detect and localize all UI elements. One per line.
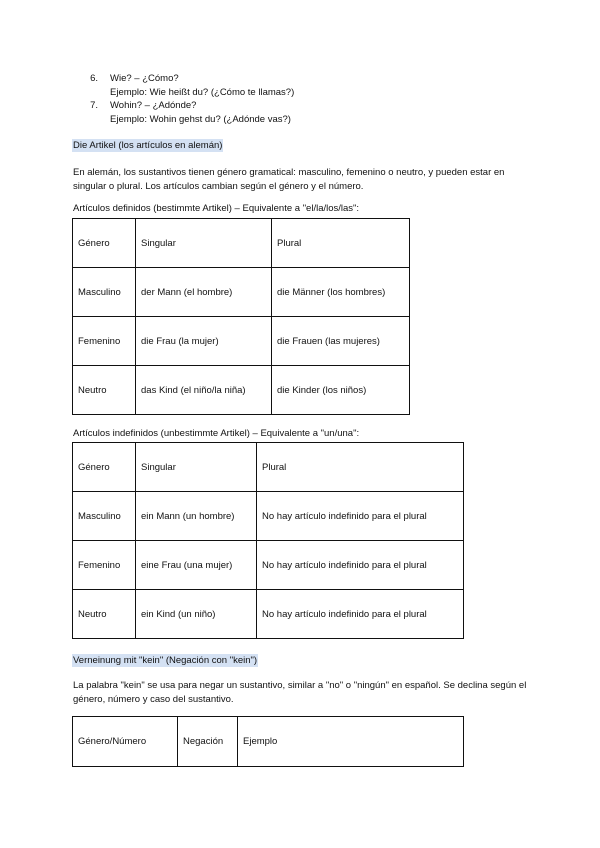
list-example: Ejemplo: Wohin gehst du? (¿Adónde vas?): [110, 114, 291, 125]
list-number: 7.: [90, 100, 98, 111]
table-cell: Neutro: [73, 366, 136, 415]
list-term: Wie? – ¿Cómo?: [110, 73, 179, 84]
table-header-cell: Género: [73, 443, 136, 492]
table-cell: Femenino: [73, 317, 136, 366]
table-row: [73, 541, 464, 590]
table-cell: die Frau (la mujer): [136, 317, 272, 366]
table-header-row: [73, 219, 410, 268]
section-heading-negation: Verneinung mit "kein" (Negación con "kein"): [73, 655, 258, 666]
table-row: [73, 492, 464, 541]
table-row: [73, 590, 464, 639]
table-row: [73, 317, 410, 366]
table-cell: das Kind (el niño/la niña): [136, 366, 272, 415]
table-header-cell: Ejemplo: [238, 717, 464, 767]
table-cell: Masculino: [73, 492, 136, 541]
list-number: 6.: [90, 73, 98, 84]
table-cell: eine Frau (una mujer): [136, 541, 257, 590]
table-cell: Neutro: [73, 590, 136, 639]
table-cell: ein Kind (un niño): [136, 590, 257, 639]
table-header-cell: Negación: [178, 717, 238, 767]
table-cell: der Mann (el hombre): [136, 268, 272, 317]
table-header-cell: Singular: [136, 219, 272, 268]
table-header-row: [73, 717, 464, 767]
negation-table: [72, 716, 464, 767]
definite-articles-caption: Artículos definidos (bestimmte Artikel) – Equivalente a "el/la/los/las":: [73, 203, 360, 214]
table-header-cell: Plural: [257, 443, 464, 492]
list-example: Ejemplo: Wie heißt du? (¿Cómo te llamas?): [110, 87, 295, 98]
table-cell: No hay artículo indefinido para el plural: [257, 541, 464, 590]
table-header-row: [73, 443, 464, 492]
list-term: Wohin? – ¿Adónde?: [110, 100, 197, 111]
table-row: [73, 366, 410, 415]
table-cell: No hay artículo indefinido para el plural: [257, 590, 464, 639]
table-cell: die Männer (los hombres): [272, 268, 410, 317]
table-cell: ein Mann (un hombre): [136, 492, 257, 541]
indefinite-articles-caption: Artículos indefinidos (unbestimmte Artikel) – Equivalente a "un/una":: [73, 428, 360, 439]
table-cell: No hay artículo indefinido para el plural: [257, 492, 464, 541]
table-row: [73, 268, 410, 317]
definite-articles-table: [72, 218, 410, 415]
table-cell: Masculino: [73, 268, 136, 317]
table-cell: die Frauen (las mujeres): [272, 317, 410, 366]
articles-intro-paragraph: En alemán, los sustantivos tienen género gramatical: masculino, femenino o neutro, y pueden estar en singular o plural. Los artículos cambian según el género y el número.: [73, 167, 505, 192]
indefinite-articles-table: [72, 442, 464, 639]
table-header-cell: Singular: [136, 443, 257, 492]
table-cell: Femenino: [73, 541, 136, 590]
table-cell: die Kinder (los niños): [272, 366, 410, 415]
section-heading-articles: Die Artikel (los artículos en alemán): [73, 140, 223, 151]
table-header-cell: Género/Número: [73, 717, 178, 767]
negation-intro-paragraph: La palabra "kein" se usa para negar un sustantivo, similar a "no" o "ningún" en español. Se declina según el género, número y caso del sustantivo.: [73, 680, 527, 705]
table-header-cell: Género: [73, 219, 136, 268]
table-header-cell: Plural: [272, 219, 410, 268]
